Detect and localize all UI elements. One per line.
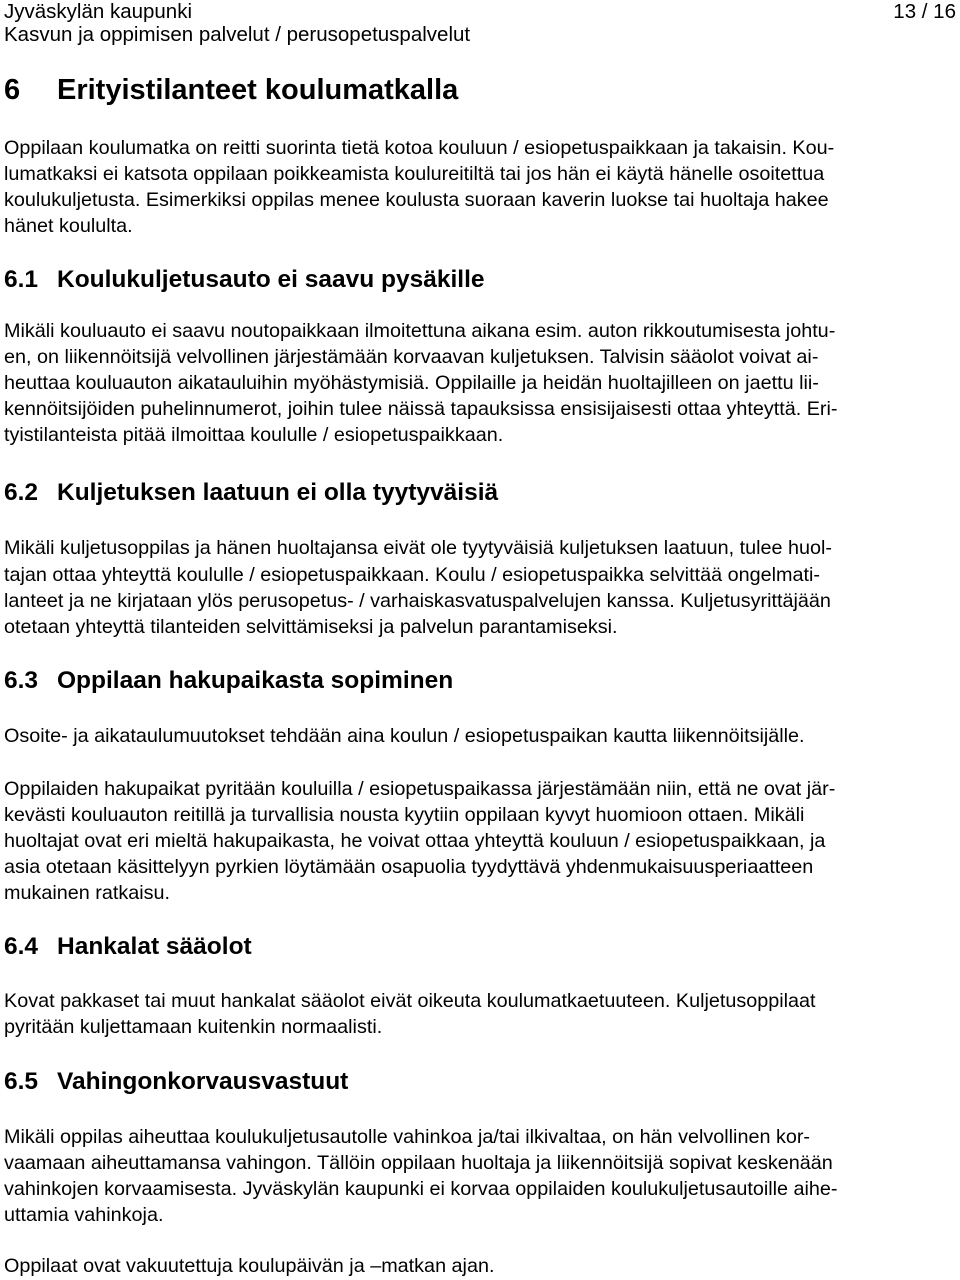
chapter-intro-line: Oppilaan koulumatka on reitti suorinta tietä kotoa kouluun / esiopetuspaikkaan ja takaisin. Kou- <box>4 137 835 159</box>
section-number: 6.2 <box>4 479 39 506</box>
paragraph-line: tyistilanteista pitää ilmoittaa koululle / esiopetuspaikkaan. <box>4 424 504 446</box>
section-title: Vahingonkorvausvastuut <box>57 1068 349 1095</box>
paragraph-line: Oppilaat ovat vakuutettuja koulupäivän ja –matkan ajan. <box>4 1255 495 1277</box>
chapter-title: Erityistilanteet koulumatkalla <box>57 74 459 106</box>
section-heading <box>4 1067 348 1097</box>
paragraph-line: huoltajat ovat eri mieltä hakupaikasta, he voivat ottaa yhteyttä kouluun / esiopetuspaikkaan, ja <box>4 830 826 852</box>
section-number: 6.5 <box>4 1068 39 1095</box>
chapter-intro-line: hänet koululta. <box>4 215 133 237</box>
chapter-number: 6 <box>4 74 21 106</box>
paragraph-line: uttamia vahinkoja. <box>4 1204 164 1226</box>
section-number: 6.3 <box>4 667 39 694</box>
section-heading <box>4 932 252 962</box>
paragraph-line: Mikäli oppilas aiheuttaa koulukuljetusautolle vahinkoa ja/tai ilkivaltaa, on hän velvollinen kor- <box>4 1126 811 1148</box>
section-title: Oppilaan hakupaikasta sopiminen <box>57 667 454 694</box>
paragraph-line: Mikäli kuljetusoppilas ja hänen huoltajansa eivät ole tyytyväisiä kuljetuksen laatuun, tulee huol- <box>4 537 833 559</box>
paragraph-line: tajan ottaa yhteyttä koululle / esiopetuspaikkaan. Koulu / esiopetuspaikka selvittää ongelmati- <box>4 564 820 586</box>
paragraph-line: Oppilaiden hakupaikat pyritään kouluilla / esiopetuspaikassa järjestämään niin, että ne ovat jär- <box>4 778 836 800</box>
paragraph-line: mukainen ratkaisu. <box>4 882 171 904</box>
chapter-intro-line: koulukuljetusta. Esimerkiksi oppilas menee koulusta suoraan kaverin luokse tai huoltaja hakee <box>4 189 829 211</box>
paragraph-line: otetaan yhteyttä tilanteiden selvittämiseksi ja palvelun parantamiseksi. <box>4 616 618 638</box>
section-heading <box>4 666 453 696</box>
section-title: Koulukuljetusauto ei saavu pysäkille <box>57 266 485 293</box>
paragraph-line: pyritään kuljettamaan kuitenkin normaalisti. <box>4 1016 383 1038</box>
paragraph-line: lanteet ja ne kirjataan ylös perusopetus- / varhaiskasvatuspalvelujen kanssa. Kuljetusyrittäjään <box>4 590 831 612</box>
page-number: 13 / 16 <box>893 0 956 23</box>
paragraph-line: heuttaa kouluauton aikatauluihin myöhästymisiä. Oppilaille ja heidän huoltajilleen on jaettu lii- <box>4 372 819 394</box>
chapter-heading <box>4 73 458 107</box>
paragraph-line: Kovat pakkaset tai muut hankalat sääolot eivät oikeuta koulumatkaetuuteen. Kuljetusoppilaat <box>4 990 816 1012</box>
paragraph-line: Osoite- ja aikataulumuutokset tehdään aina koulun / esiopetuspaikan kautta liikennöitsijälle. <box>4 725 805 747</box>
section-title: Kuljetuksen laatuun ei olla tyytyväisiä <box>57 479 499 506</box>
paragraph-line: asia otetaan käsittelyyn pyrkien löytämään osapuolia tyydyttävä yhdenmukaisuusperiaatteen <box>4 856 814 878</box>
header-organization: Jyväskylän kaupunki <box>4 0 193 23</box>
paragraph-line: en, on liikennöitsijä velvollinen järjestämään korvaavan kuljetuksen. Talvisin sääolot voivat ai- <box>4 346 819 368</box>
chapter-intro-line: lumatkaksi ei katsota oppilaan poikkeamista koulureitiltä tai jos hän ei käytä hänelle osoitettua <box>4 163 825 185</box>
paragraph-line: kevästi kouluauton reitillä ja turvallisia nousta kyytiin oppilaan kyvyt huomioon ottaen. Mikäli <box>4 804 805 826</box>
paragraph-line: Mikäli kouluauto ei saavu noutopaikkaan ilmoitettuna aikana esim. auton rikkoutumisesta johtu- <box>4 320 836 342</box>
section-heading <box>4 478 498 508</box>
paragraph-line: vaamaan aiheuttamansa vahingon. Tällöin oppilaan huoltaja ja liikennöitsijä sopivat keskenään <box>4 1152 833 1174</box>
paragraph-line: kennöitsijöiden puhelinnumerot, joihin tulee näissä tapauksissa ensisijaisesti ottaa yhteyttä. Eri- <box>4 398 838 420</box>
paragraph-line: vahinkojen korvaamisesta. Jyväskylän kaupunki ei korvaa oppilaiden koulukuljetusautoille aihe- <box>4 1178 838 1200</box>
section-heading <box>4 265 485 295</box>
section-number: 6.4 <box>4 933 39 960</box>
section-title: Hankalat sääolot <box>57 933 252 960</box>
header-department: Kasvun ja oppimisen palvelut / perusopetuspalvelut <box>4 23 471 46</box>
section-number: 6.1 <box>4 266 39 293</box>
